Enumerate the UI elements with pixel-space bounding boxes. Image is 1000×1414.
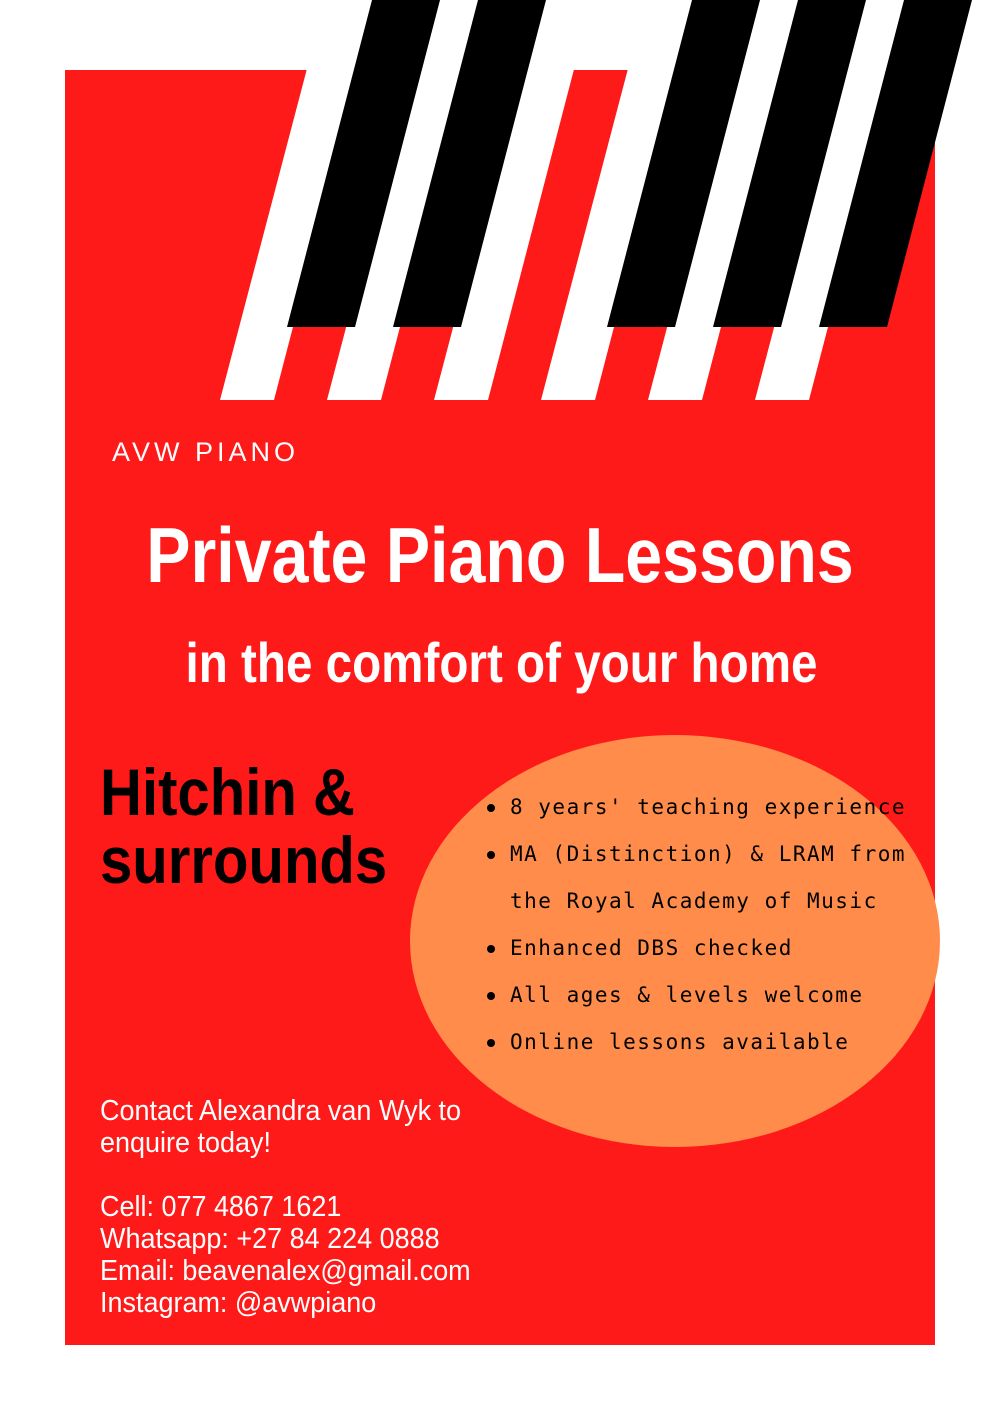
feature-item: All ages & levels welcome [485,972,935,1019]
contact-cell: Cell: 077 4867 1621 [100,1191,342,1223]
contact-intro: Contact Alexandra van Wyk to [100,1095,462,1127]
brand-name: AVW PIANO [112,437,300,467]
contact-intro: enquire today! [100,1127,271,1159]
service-area-line: Hitchin & [100,755,355,829]
feature-item: Enhanced DBS checked [485,925,935,972]
feature-item: Online lessons available [485,1019,935,1066]
feature-item: 8 years' teaching experience [485,784,935,831]
contact-email: Email: beavenalex@gmail.com [100,1255,471,1287]
subheadline: in the comfort of your home [185,631,818,694]
contact-whatsapp: Whatsapp: +27 84 224 0888 [100,1223,440,1255]
spacer [100,1159,584,1191]
contact-block [100,1095,584,1319]
piano-keys-graphic [0,0,1000,410]
headline: Private Piano Lessons [146,511,854,599]
feature-item: MA (Distinction) & LRAM from [485,831,935,878]
service-area [100,755,470,897]
feature-item-continuation: the Royal Academy of Music [510,889,878,913]
contact-instagram: Instagram: @avwpiano [100,1287,377,1319]
features-list [485,784,935,1066]
service-area-line: surrounds [100,823,388,897]
